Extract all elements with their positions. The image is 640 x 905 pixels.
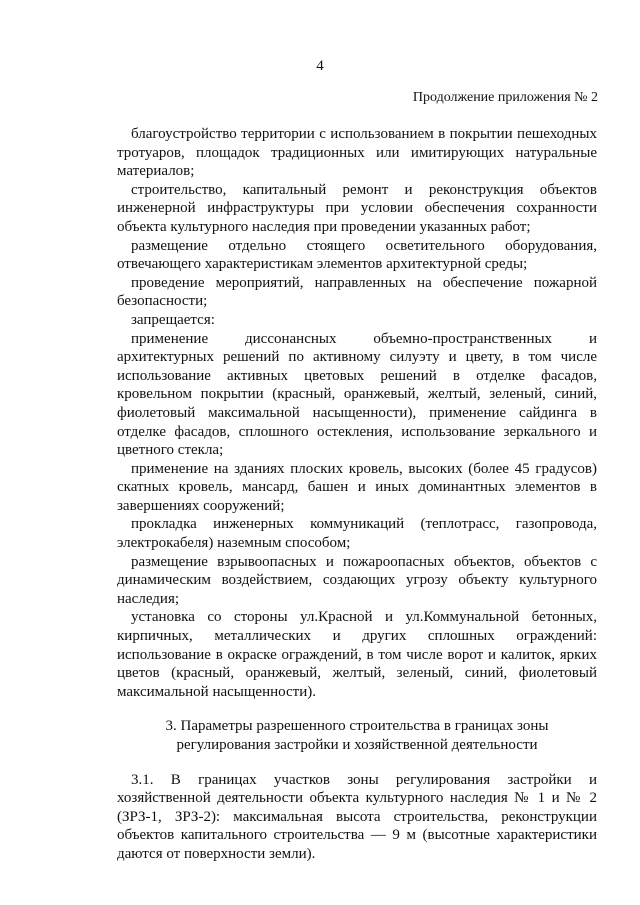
paragraph-hazardous-objects: размещение взрывоопасных и пожароопасных объектов, объектов с динамическим воздействием, создающих угрозу объекту культурного наследия;: [117, 553, 597, 607]
document-body: [117, 125, 597, 864]
paragraph-infrastructure: строительство, капитальный ремонт и реконструкция объектов инженерной инфраструктуры при условии обеспечения сохранности объекта культурного наследия при проведении указанных работ;: [117, 181, 597, 235]
paragraph-engineering-lines: прокладка инженерных коммуникаций (теплотрасс, газопровода, электрокабеля) наземным способом;: [117, 516, 597, 552]
paragraph-fire-safety: проведение мероприятий, направленных на обеспечение пожарной безопасности;: [117, 274, 597, 310]
paragraph-prohibited-heading: запрещается:: [131, 311, 215, 328]
clause-3-1: [117, 771, 597, 864]
appendix-continuation-label: Продолжение приложения № 2: [412, 90, 598, 105]
paragraph-flat-roofs: применение на зданиях плоских кровель, высоких (более 45 градусов) скатных кровель, мансард, башен и иных доминантных элементов в завершениях сооружений;: [117, 460, 597, 514]
paragraph-dissonant-solutions: применение диссонансных объемно-пространственных и архитектурных решений по активному силуэту и цвету, в том числе использование активных цветовых решений в отделке фасадов, кровельном покрытии (красный, оранжевый, желтый, зеленый, синий, фиолетовый максимальной насыщенности), применение сайдинга в отделке фасадов, сплошного остекления, использование зеркального и цветного стекла;: [117, 330, 597, 459]
paragraph-fences: установка со стороны ул.Красной и ул.Коммунальной бетонных, кирпичных, металлических и других сплошных ограждений: использование в окраске ограждений, в том числе ворот и калиток, ярких цветов (красный, оранжевый, желтый, зеленый, синий, фиолетовый максимальной насыщенности).: [117, 609, 597, 700]
clause-3-1-text: 3.1. В границах участков зоны регулирования застройки и хозяйственной деятельности объекта культурного наследия № 1 и № 2 (ЗРЗ-1, ЗРЗ-2): максимальная высота строительства, реконструкции объектов капитального строительства — 9 м (высотные характеристики даются от поверхности земли).: [117, 771, 597, 862]
section-3-title-line-1: 3. Параметры разрешенного строительства в границах зоны: [165, 718, 549, 735]
section-3-title-line-2: регулирования застройки и хозяйственной деятельности: [176, 737, 538, 753]
paragraph-landscaping: благоустройство территории с использованием в покрытии пешеходных тротуаров, площадок традиционных или имитирующих натуральные материалов;: [117, 126, 597, 180]
page-number: 4: [316, 58, 324, 74]
section-3-title: [117, 717, 597, 754]
paragraph-lighting: размещение отдельно стоящего осветительного оборудования, отвечающего характеристикам элементов архитектурной среды;: [117, 237, 597, 273]
